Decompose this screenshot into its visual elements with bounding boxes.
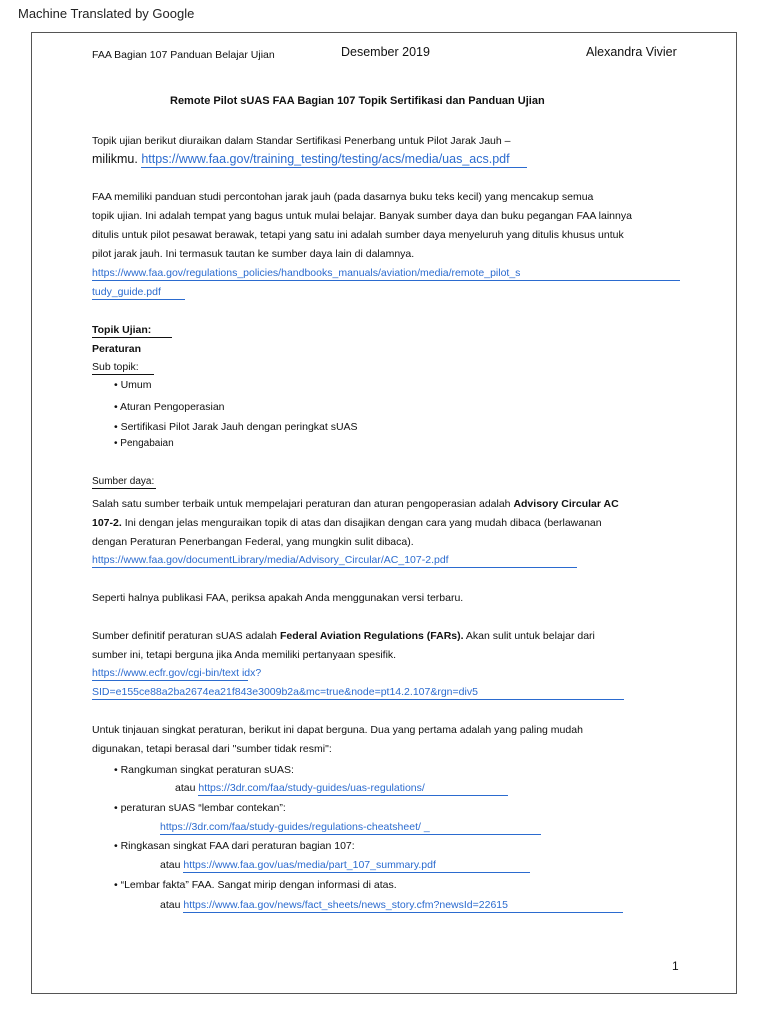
summary-line1: Untuk tinjauan singkat peraturan, berikut ini dapat berguna. Dua yang pertama adalah yang paling mudah <box>92 724 583 736</box>
regulations-heading: Peraturan <box>92 343 142 355</box>
summary-line2: digunakan, tetapi berasal dari "sumber tidak resmi": <box>92 743 332 755</box>
intro-line1: Topik ujian berikut diuraikan dalam Standar Sertifikasi Penerbang untuk Pilot Jarak Jauh – <box>92 135 511 147</box>
fars-link-part2[interactable]: SID=e155ce88a2ba2674ea21f843e3009b2a&mc=true&node=pt14.2.107&rgn=div5 <box>92 686 624 700</box>
fars-line1: Sumber definitif peraturan sUAS adalah Federal Aviation Regulations (FARs). Akan sulit untuk belajar dari <box>92 630 595 642</box>
latest-version-note: Seperti halnya publikasi FAA, periksa apakah Anda menggunakan versi terbaru. <box>92 592 464 604</box>
advisory-line2: 107-2. Ini dengan jelas menguraikan topik di atas dan disajikan dengan cara yang mudah dibaca (berlawanan <box>92 517 602 529</box>
fars-line2: sumber ini, tetapi berguna jika Anda memiliki pertanyaan spesifik. <box>92 649 397 661</box>
header-left: FAA Bagian 107 Panduan Belajar Ujian <box>92 49 275 61</box>
fars-title: Federal Aviation Regulations (FARs). <box>279 630 464 642</box>
advisory-circular-link[interactable]: https://www.faa.gov/documentLibrary/media/Advisory_Circular/AC_107-2.pdf <box>92 554 577 568</box>
uas-regulations-link[interactable]: https://3dr.com/faa/study-guides/uas-regulations/ <box>198 782 508 796</box>
fact-sheet-link[interactable]: https://www.faa.gov/news/fact_sheets/news_story.cfm?newsId=22615 <box>183 899 623 913</box>
header-author: Alexandra Vivier <box>586 45 677 59</box>
study-guide-link-part2[interactable]: tudy_guide.pdf <box>92 286 185 300</box>
summary-item: • peraturan sUAS “lembar contekan”: <box>114 802 286 814</box>
study-guide-line1: FAA memiliki panduan studi percontohan jarak jauh (pada dasarnya buku teks kecil) yang mencakup semua <box>92 191 594 203</box>
advisory-circular-title: Advisory Circular AC <box>513 498 619 510</box>
acs-link[interactable]: https://www.faa.gov/training_testing/testing/acs/media/uas_acs.pdf <box>141 152 527 168</box>
summary-item: • Ringkasan singkat FAA dari peraturan bagian 107: <box>114 840 355 852</box>
summary-item-link-row: atau https://3dr.com/faa/study-guides/uas-regulations/ <box>175 782 508 796</box>
topics-heading: Topik Ujian: <box>92 324 172 338</box>
part107-summary-link[interactable]: https://www.faa.gov/uas/media/part_107_summary.pdf <box>183 859 530 873</box>
subtopics-label: Sub topik: <box>92 361 154 375</box>
regulations-cheatsheet-link[interactable]: https://3dr.com/faa/study-guides/regulations-cheatsheet/ _ <box>160 821 541 835</box>
fars-link-part1[interactable]: https://www.ecfr.gov/cgi-bin/text idx? <box>92 667 262 679</box>
summary-item: • Rangkuman singkat peraturan sUAS: <box>114 764 294 776</box>
resources-label: Sumber daya: <box>92 476 155 487</box>
intro-line2 <box>92 152 527 168</box>
summary-item-link-row <box>160 821 541 835</box>
subtopic-item: • Umum <box>114 379 152 391</box>
header-date: Desember 2019 <box>341 45 430 59</box>
subtopic-item: • Pengabaian <box>114 438 174 449</box>
machine-translated-label: Machine Translated by Google <box>18 6 195 21</box>
subtopic-item: • Sertifikasi Pilot Jarak Jauh dengan peringkat sUAS <box>114 421 358 433</box>
document-page <box>31 32 737 994</box>
intro-prefix: milikmu. <box>92 152 138 166</box>
study-guide-line4: pilot jarak jauh. Ini termasuk tautan ke sumber daya lain di dalamnya. <box>92 248 415 260</box>
advisory-line3: dengan Peraturan Penerbangan Federal, yang mungkin sulit dibaca). <box>92 536 414 548</box>
page-number: 1 <box>672 959 679 973</box>
advisory-line1: Salah satu sumber terbaik untuk mempelajari peraturan dan aturan pengoperasian adalah Advisory Circular AC <box>92 498 619 510</box>
summary-item: • “Lembar fakta” FAA. Sangat mirip dengan informasi di atas. <box>114 879 397 891</box>
study-guide-line2: topik ujian. Ini adalah tempat yang bagus untuk mulai belajar. Banyak sumber daya dan buku pegangan FAA lainnya <box>92 210 632 222</box>
summary-item-link-row: atau https://www.faa.gov/news/fact_sheets/news_story.cfm?newsId=22615 <box>160 899 623 913</box>
subtopic-item: • Aturan Pengoperasian <box>114 401 225 413</box>
study-guide-line3: ditulis untuk pilot pesawat berawak, tetapi yang satu ini adalah sumber daya menyeluruh yang ditulis khusus untuk <box>92 229 624 241</box>
document-title: Remote Pilot sUAS FAA Bagian 107 Topik Sertifikasi dan Panduan Ujian <box>170 95 545 107</box>
summary-item-link-row: atau https://www.faa.gov/uas/media/part_107_summary.pdf <box>160 859 530 873</box>
study-guide-link-part1[interactable]: https://www.faa.gov/regulations_policies/handbooks_manuals/aviation/media/remote_pilot_s <box>92 267 680 281</box>
